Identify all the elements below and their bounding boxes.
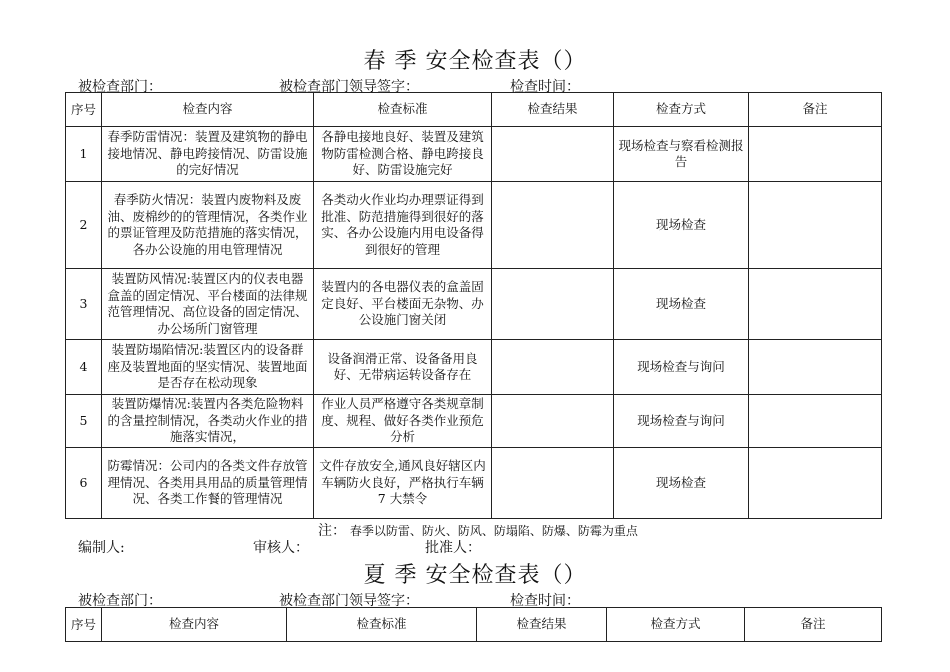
row-result (492, 269, 614, 340)
row-method: 现场检查与察看检测报告 (614, 127, 749, 182)
row-standard: 各静电接地良好、装置及建筑物防雷检测合格、静电跨接良好、防雷设施完好 (314, 127, 492, 182)
spring-time-label: 检查时间： (510, 79, 580, 95)
summer-header-row (66, 608, 882, 642)
header-standard: 检查标准 (314, 93, 492, 127)
row-result (492, 127, 614, 182)
spring-dept-label: 被检查部门： (78, 79, 162, 95)
row-method: 现场检查 (614, 269, 749, 340)
summer-title: 夏 季 安全检查表（） (363, 563, 587, 588)
row-standard: 设备润滑正常、设备备用良好、无带病运转设备存在 (314, 340, 492, 395)
spring-check-table (65, 92, 882, 519)
header-method: 检查方式 (614, 93, 749, 127)
row-method: 现场检查与询问 (614, 340, 749, 395)
row-content: 装置防爆情况:装置内各类危险物料的含量控制情况，各类动火作业的措施落实情况， (102, 395, 314, 448)
row-standard: 装置内的各电器仪表的盒盖固定良好、平台楼面无杂物、办公设施门窗关闭 (314, 269, 492, 340)
row-remark (749, 182, 882, 269)
row-method: 现场检查 (614, 182, 749, 269)
header-seq: 序号 (66, 93, 102, 127)
row-seq: 5 (66, 395, 102, 448)
row-method: 现场检查与询问 (614, 395, 749, 448)
header-content: 检查内容 (102, 608, 287, 642)
row-content: 春季防雷情况：装置及建筑物的静电接地情况、静电跨接情况、防雷设施的完好情况 (102, 127, 314, 182)
approver-label: 批准人： (425, 540, 481, 556)
table-row (66, 340, 882, 395)
row-seq: 6 (66, 448, 102, 519)
row-result (492, 395, 614, 448)
spring-leader-sign-label: 被检查部门领导签字： (279, 79, 419, 95)
row-seq: 2 (66, 182, 102, 269)
row-seq: 4 (66, 340, 102, 395)
row-seq: 1 (66, 127, 102, 182)
row-remark (749, 395, 882, 448)
header-result: 检查结果 (492, 93, 614, 127)
row-remark (749, 340, 882, 395)
row-remark (749, 448, 882, 519)
row-result (492, 182, 614, 269)
row-method: 现场检查 (614, 448, 749, 519)
summer-leader-sign-label: 被检查部门领导签字： (279, 593, 419, 609)
header-remark: 备注 (745, 608, 882, 642)
row-remark (749, 269, 882, 340)
row-result (492, 340, 614, 395)
row-result (492, 448, 614, 519)
row-standard: 各类动火作业均办理票证得到批准、防范措施得到很好的落实、各办公设施内用电设备得到很好的管理 (314, 182, 492, 269)
row-content: 防霉情况：公司内的各类文件存放管理情况、各类用具用品的质量管理情况、各类工作餐的管理情况 (102, 448, 314, 519)
table-row (66, 448, 882, 519)
header-method: 检查方式 (607, 608, 745, 642)
header-standard: 检查标准 (287, 608, 477, 642)
header-content: 检查内容 (102, 93, 314, 127)
spring-title: 春 季 安全检查表（） (363, 49, 587, 74)
table-row (66, 269, 882, 340)
header-seq: 序号 (66, 608, 102, 642)
row-remark (749, 127, 882, 182)
summer-time-label: 检查时间： (510, 593, 580, 609)
spring-header-row (66, 93, 882, 127)
summer-check-table (65, 607, 882, 642)
table-row (66, 182, 882, 269)
note-label: 注： (318, 523, 346, 539)
row-seq: 3 (66, 269, 102, 340)
reviewer-label: 审核人： (253, 540, 309, 556)
row-content: 春季防火情况：装置内废物料及废油、废棉纱的的管理情况，各类作业的票证管理及防范措施的落实情况，各办公设施的用电管理情况 (102, 182, 314, 269)
table-row (66, 395, 882, 448)
editor-label: 编制人: (78, 540, 125, 556)
table-row (66, 127, 882, 182)
header-remark: 备注 (749, 93, 882, 127)
row-content: 装置防风情况:装置区内的仪表电器盒盖的固定情况、平台楼面的法律规范管理情况、高位设备的固定情况、办公场所门窗管理 (102, 269, 314, 340)
header-result: 检查结果 (477, 608, 607, 642)
row-standard: 文件存放安全,通风良好辖区内车辆防火良好，严格执行车辆 7 大禁令 (314, 448, 492, 519)
row-standard: 作业人员严格遵守各类规章制度、规程、做好各类作业预危分析 (314, 395, 492, 448)
note-text: 春季以防雷、防火、防风、防塌陷、防爆、防霉为重点 (349, 524, 638, 538)
row-content: 装置防塌陷情况:装置区内的设备群座及装置地面的坚实情况、装置地面是否存在松动现象 (102, 340, 314, 395)
summer-dept-label: 被检查部门： (78, 593, 162, 609)
